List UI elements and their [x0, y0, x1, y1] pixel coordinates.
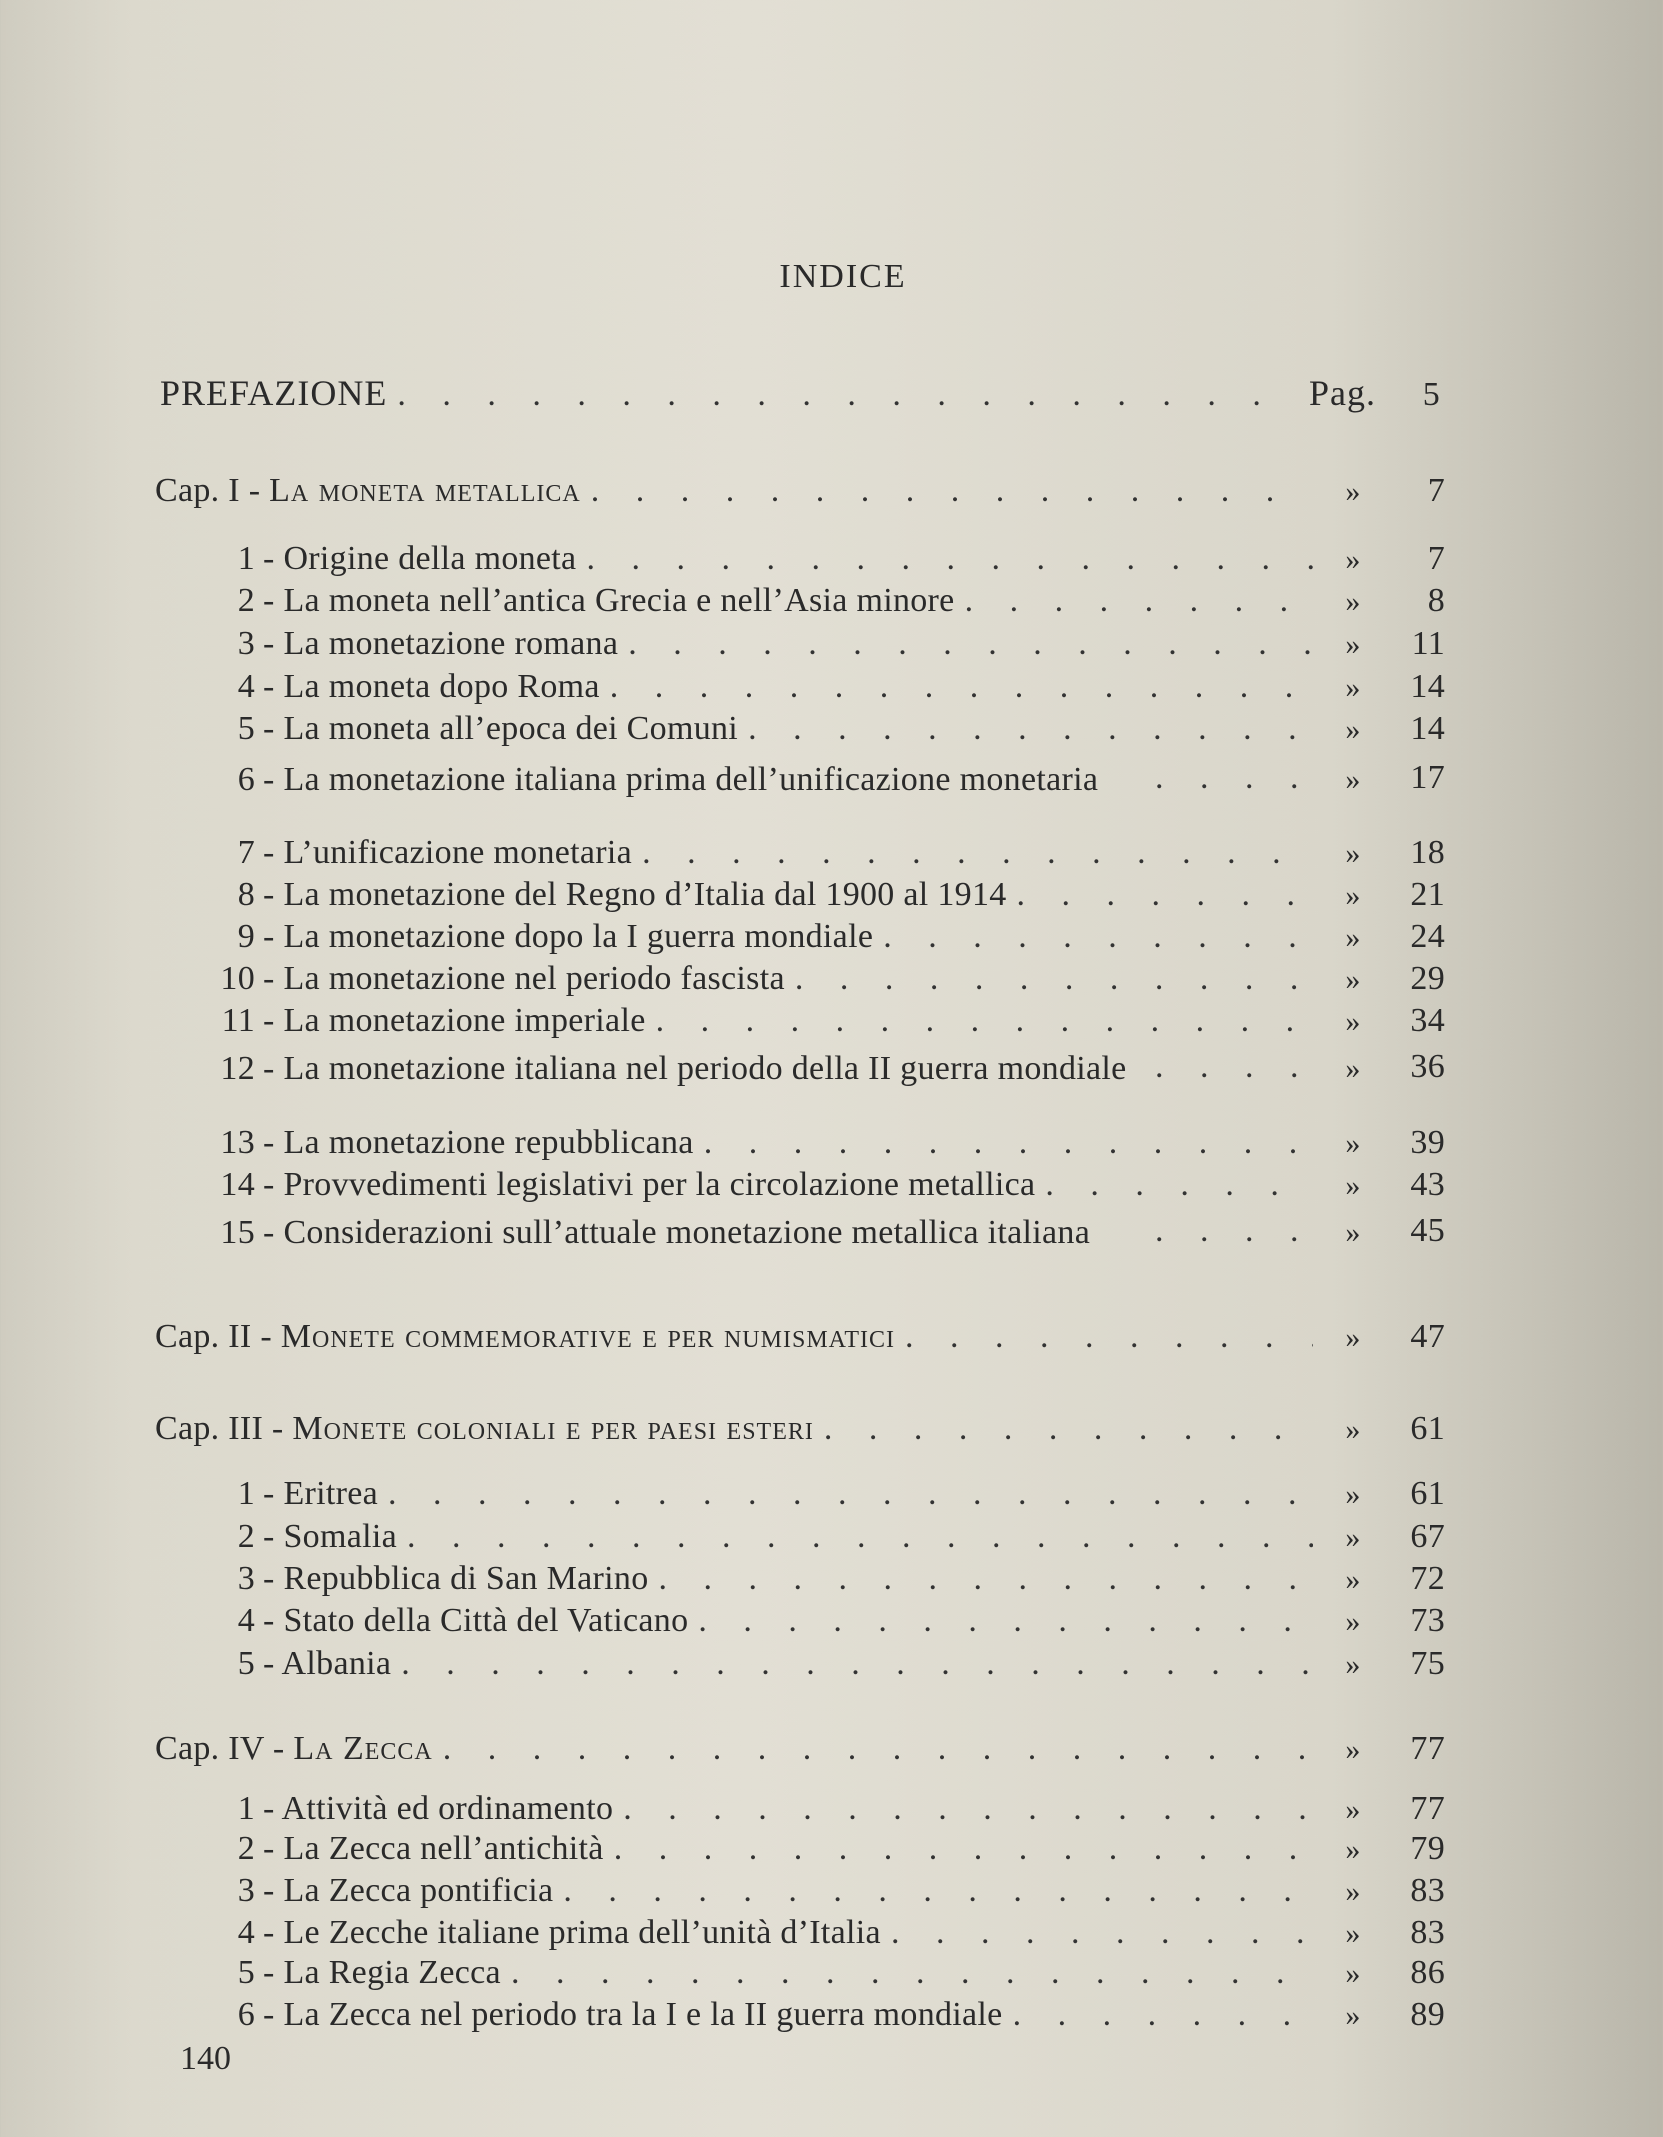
page-ref: 72	[1410, 1560, 1445, 1597]
item-number: 3	[237, 1872, 255, 1909]
page-ref: 45	[1410, 1212, 1445, 1249]
toc-item	[205, 1996, 1445, 2034]
item-title: La monetazione romana	[283, 625, 619, 662]
item-title: La Zecca pontificia	[283, 1872, 554, 1909]
page-ref: 83	[1410, 1872, 1445, 1909]
page-ref: 79	[1410, 1830, 1445, 1867]
leader-dots	[591, 472, 1313, 510]
ditto-mark: »	[1345, 1478, 1361, 1511]
toc-item	[205, 960, 1445, 998]
toc-item	[205, 540, 1445, 578]
item-title: La monetazione nel periodo fascista	[283, 960, 785, 997]
leader-dots	[1155, 1048, 1313, 1086]
item-number: 1	[237, 540, 255, 577]
item-number: 6	[237, 1996, 255, 2033]
item-title: Albania	[281, 1645, 392, 1682]
item-number: 5	[237, 1954, 255, 1991]
leader-dots	[388, 1475, 1313, 1513]
item-label	[205, 540, 576, 578]
toc-item	[205, 668, 1445, 706]
item-label	[205, 1560, 649, 1598]
item-title: La moneta nell’antica Grecia e nell’Asia minore	[283, 582, 955, 619]
ditto-mark: »	[1345, 1321, 1361, 1354]
item-title: La monetazione repubblicana	[283, 1124, 694, 1161]
toc-item	[205, 1645, 1445, 1683]
page-ref: 75	[1410, 1645, 1445, 1682]
toc-item	[205, 834, 1445, 872]
leader-dots	[586, 540, 1313, 578]
toc-item	[205, 1124, 1445, 1162]
page-ref: 5	[1422, 376, 1440, 413]
pag-label: Pag.	[1309, 373, 1376, 413]
chapter-prefix: Cap. IV -	[155, 1730, 294, 1767]
item-title: Somalia	[283, 1518, 397, 1555]
leader-dots	[1017, 876, 1313, 914]
toc-item	[205, 1914, 1445, 1952]
item-title: La monetazione italiana prima dell’unificazione monetaria	[283, 761, 1099, 798]
item-label	[205, 1602, 688, 1640]
leader-dots	[610, 668, 1313, 706]
item-dash: -	[263, 834, 284, 871]
item-number: 6	[237, 761, 255, 798]
ditto-mark: »	[1345, 879, 1361, 912]
page-number: 140	[180, 2040, 231, 2077]
leader-dots	[795, 960, 1313, 998]
item-dash: -	[263, 1214, 284, 1251]
page-ref: 36	[1410, 1048, 1445, 1085]
item-number: 1	[237, 1475, 255, 1512]
ditto-mark: »	[1345, 475, 1361, 508]
item-dash: -	[263, 876, 284, 913]
item-title: La monetazione italiana nel periodo della II guerra mondiale	[283, 1050, 1127, 1087]
page-ref: 61	[1410, 1475, 1445, 1512]
toc-item	[205, 876, 1445, 914]
leader-dots	[905, 1318, 1313, 1356]
item-number: 1	[237, 1790, 255, 1827]
page-ref: 83	[1410, 1914, 1445, 1951]
leader-dots	[511, 1954, 1313, 1992]
item-number: 5	[237, 710, 255, 747]
toc-item	[205, 1602, 1445, 1640]
page-ref: 77	[1410, 1790, 1445, 1827]
item-dash: -	[263, 1790, 282, 1827]
page-ref: 47	[1410, 1318, 1445, 1355]
item-label	[205, 1914, 881, 1952]
item-title: Le Zecche italiane prima dell’unità d’Italia	[283, 1914, 881, 1951]
item-number: 4	[237, 1914, 255, 1951]
item-title: Repubblica di San Marino	[283, 1560, 649, 1597]
item-number: 9	[237, 918, 255, 955]
toc-item	[205, 1166, 1445, 1250]
item-title: Stato della Città del Vaticano	[283, 1602, 689, 1639]
item-label	[205, 625, 618, 663]
ditto-mark: »	[1345, 1216, 1361, 1249]
page-ref: 43	[1410, 1166, 1445, 1203]
item-label	[205, 1830, 604, 1868]
leader-dots	[443, 1730, 1313, 1768]
ditto-mark: »	[1345, 1413, 1361, 1446]
ditto-mark: »	[1345, 963, 1361, 996]
leader-dots	[659, 1560, 1313, 1598]
item-label	[205, 918, 873, 956]
leader-dots	[698, 1602, 1313, 1640]
item-dash: -	[263, 761, 284, 798]
ditto-mark: »	[1345, 1563, 1361, 1596]
ditto-mark: »	[1345, 1127, 1361, 1160]
leader-dots	[407, 1518, 1313, 1556]
page-ref: 86	[1410, 1954, 1445, 1991]
toc-item	[205, 582, 1445, 620]
ditto-mark: »	[1345, 1521, 1361, 1554]
toc-chapter	[155, 1730, 1445, 1768]
item-dash: -	[263, 1996, 284, 2033]
item-title: Origine della moneta	[283, 540, 577, 577]
page-ref: 29	[1410, 960, 1445, 997]
toc-chapter	[155, 1318, 1445, 1356]
item-number: 3	[237, 625, 255, 662]
leader-dots	[1155, 759, 1313, 797]
chapter-prefix: Cap. I -	[155, 472, 270, 509]
ditto-mark: »	[1345, 628, 1361, 661]
ditto-mark: »	[1345, 1833, 1361, 1866]
leader-dots	[824, 1410, 1313, 1448]
item-dash: -	[263, 1602, 284, 1639]
item-label	[205, 582, 955, 620]
toc-preface	[160, 372, 1440, 414]
item-dash: -	[263, 1518, 284, 1555]
item-title: La monetazione imperiale	[283, 1002, 646, 1039]
chapter-title: Monete commemorative e per numismatici	[280, 1318, 895, 1355]
page-ref: 18	[1410, 834, 1445, 871]
item-label	[205, 834, 632, 872]
item-number: 14	[220, 1166, 255, 1203]
leader-dots	[642, 834, 1313, 872]
item-label	[205, 1645, 391, 1683]
item-title: La Regia Zecca	[283, 1954, 501, 1991]
toc-item	[205, 1002, 1445, 1086]
leader-dots	[704, 1124, 1313, 1162]
item-dash: -	[263, 1050, 284, 1087]
page-ref: 14	[1410, 710, 1445, 747]
item-title: La monetazione dopo la I guerra mondiale	[283, 918, 874, 955]
page-ref: 73	[1410, 1602, 1445, 1639]
preface-label: PREFAZIONE	[160, 373, 388, 413]
item-number: 13	[220, 1124, 255, 1161]
toc-item	[205, 1518, 1445, 1556]
item-dash: -	[263, 1872, 284, 1909]
toc-item	[205, 1475, 1445, 1513]
page-ref: 7	[1427, 540, 1445, 577]
toc-item	[205, 1560, 1445, 1598]
toc-chapter	[155, 472, 1445, 510]
item-number: 2	[237, 582, 255, 619]
item-dash: -	[263, 1914, 284, 1951]
ditto-mark: »	[1345, 763, 1361, 796]
item-dash: -	[263, 1830, 284, 1867]
page-ref: 21	[1410, 876, 1445, 913]
item-title: L’unificazione monetaria	[283, 834, 633, 871]
toc-item	[205, 625, 1445, 663]
item-dash: -	[263, 1166, 284, 1203]
item-dash: -	[263, 582, 284, 619]
ditto-mark: »	[1345, 1005, 1361, 1038]
ditto-mark: »	[1345, 1917, 1361, 1950]
leader-dots	[1155, 1212, 1313, 1250]
leader-dots	[965, 582, 1313, 620]
ditto-mark: »	[1345, 837, 1361, 870]
leader-dots	[563, 1872, 1313, 1910]
item-number: 5	[237, 1645, 255, 1682]
item-label	[205, 1996, 1003, 2034]
leader-dots	[397, 376, 1299, 414]
ditto-mark: »	[1345, 1648, 1361, 1681]
item-dash: -	[263, 960, 284, 997]
page-ref: 39	[1410, 1124, 1445, 1161]
chapter-label	[155, 1730, 433, 1768]
item-dash: -	[263, 1475, 284, 1512]
page-ref: 14	[1410, 668, 1445, 705]
chapter-title: La moneta metallica	[269, 472, 581, 509]
toc-item	[205, 918, 1445, 956]
ditto-mark: »	[1345, 1957, 1361, 1990]
item-label	[205, 960, 785, 998]
item-label	[205, 1216, 1145, 1250]
item-label	[205, 668, 600, 706]
leader-dots	[883, 918, 1313, 956]
item-number: 15	[220, 1214, 255, 1251]
leader-dots	[891, 1914, 1313, 1952]
item-title: Eritrea	[283, 1475, 379, 1512]
page-ref: 7	[1427, 472, 1445, 509]
item-title: La Zecca nel periodo tra la I e la II guerra mondiale	[283, 1996, 1003, 2033]
chapter-title: Monete coloniali e per paesi esteri	[292, 1410, 814, 1447]
item-label	[205, 1790, 613, 1828]
item-label	[205, 876, 1007, 914]
page-ref: 61	[1410, 1410, 1445, 1447]
item-number: 2	[237, 1830, 255, 1867]
toc-item	[205, 1790, 1445, 1828]
chapter-title: La Zecca	[293, 1730, 433, 1767]
item-label	[205, 1124, 694, 1162]
item-number: 12	[220, 1050, 255, 1087]
page-ref: 34	[1410, 1002, 1445, 1039]
item-title: Provvedimenti legislativi per la circolazione metallica	[283, 1166, 1036, 1203]
leader-dots	[623, 1790, 1313, 1828]
item-dash: -	[263, 1124, 284, 1161]
item-dash: -	[263, 710, 284, 747]
item-number: 4	[237, 1602, 255, 1639]
item-title: La Zecca nell’antichità	[283, 1830, 604, 1867]
page-ref: 67	[1410, 1518, 1445, 1555]
item-title: La moneta dopo Roma	[283, 668, 600, 705]
toc-chapter	[155, 1410, 1445, 1448]
item-number: 2	[237, 1518, 255, 1555]
ditto-mark: »	[1345, 921, 1361, 954]
item-label	[205, 1475, 378, 1513]
ditto-mark: »	[1345, 1733, 1361, 1766]
ditto-mark: »	[1345, 1875, 1361, 1908]
ditto-mark: »	[1345, 543, 1361, 576]
item-number: 8	[237, 876, 255, 913]
item-label	[205, 1518, 397, 1556]
item-number: 7	[237, 834, 255, 871]
item-dash: -	[263, 1560, 284, 1597]
chapter-label	[155, 1318, 895, 1356]
item-number: 3	[237, 1560, 255, 1597]
item-dash: -	[263, 1002, 284, 1039]
item-title: Considerazioni sull’attuale monetazione metallica italiana	[283, 1214, 1091, 1251]
item-label	[205, 1872, 553, 1910]
chapter-label	[155, 472, 581, 510]
item-dash: -	[263, 918, 284, 955]
leader-dots	[401, 1645, 1313, 1683]
ditto-mark: »	[1345, 713, 1361, 746]
toc-item	[205, 1954, 1445, 1992]
page-ref: 77	[1410, 1730, 1445, 1767]
item-title: La monetazione del Regno d’Italia dal 1900 al 1914	[283, 876, 1007, 913]
item-title: Attività ed ordinamento	[281, 1790, 614, 1827]
toc-item	[205, 713, 1445, 797]
ditto-mark: »	[1345, 1793, 1361, 1826]
ditto-mark: »	[1345, 1052, 1361, 1085]
ditto-mark: »	[1345, 671, 1361, 704]
leader-dots	[628, 625, 1313, 663]
item-dash: -	[263, 625, 284, 662]
item-dash: -	[263, 668, 284, 705]
item-dash: -	[263, 540, 284, 577]
page-ref: 24	[1410, 918, 1445, 955]
item-label	[205, 763, 1145, 797]
chapter-prefix: Cap. II -	[155, 1318, 281, 1355]
item-label	[205, 1052, 1145, 1086]
page-ref: 8	[1427, 582, 1445, 619]
page-ref: 89	[1410, 1996, 1445, 2033]
toc-item	[205, 1830, 1445, 1868]
item-number: 10	[220, 960, 255, 997]
page-ref: 11	[1411, 625, 1445, 662]
item-number: 11	[221, 1002, 255, 1039]
leader-dots	[1013, 1996, 1313, 2034]
ditto-mark: »	[1345, 1999, 1361, 2032]
page-title: INDICE	[779, 258, 907, 295]
item-title: La moneta all’epoca dei Comuni	[283, 710, 739, 747]
chapter-prefix: Cap. III -	[155, 1410, 293, 1447]
item-dash: -	[263, 1645, 282, 1682]
item-label	[205, 1954, 501, 1992]
ditto-mark: »	[1345, 585, 1361, 618]
ditto-mark: »	[1345, 1169, 1361, 1202]
item-dash: -	[263, 1954, 284, 1991]
chapter-label	[155, 1410, 814, 1448]
ditto-mark: »	[1345, 1605, 1361, 1638]
item-number: 4	[237, 668, 255, 705]
toc-item	[205, 1872, 1445, 1910]
leader-dots	[614, 1830, 1313, 1868]
page-ref: 17	[1410, 759, 1445, 796]
